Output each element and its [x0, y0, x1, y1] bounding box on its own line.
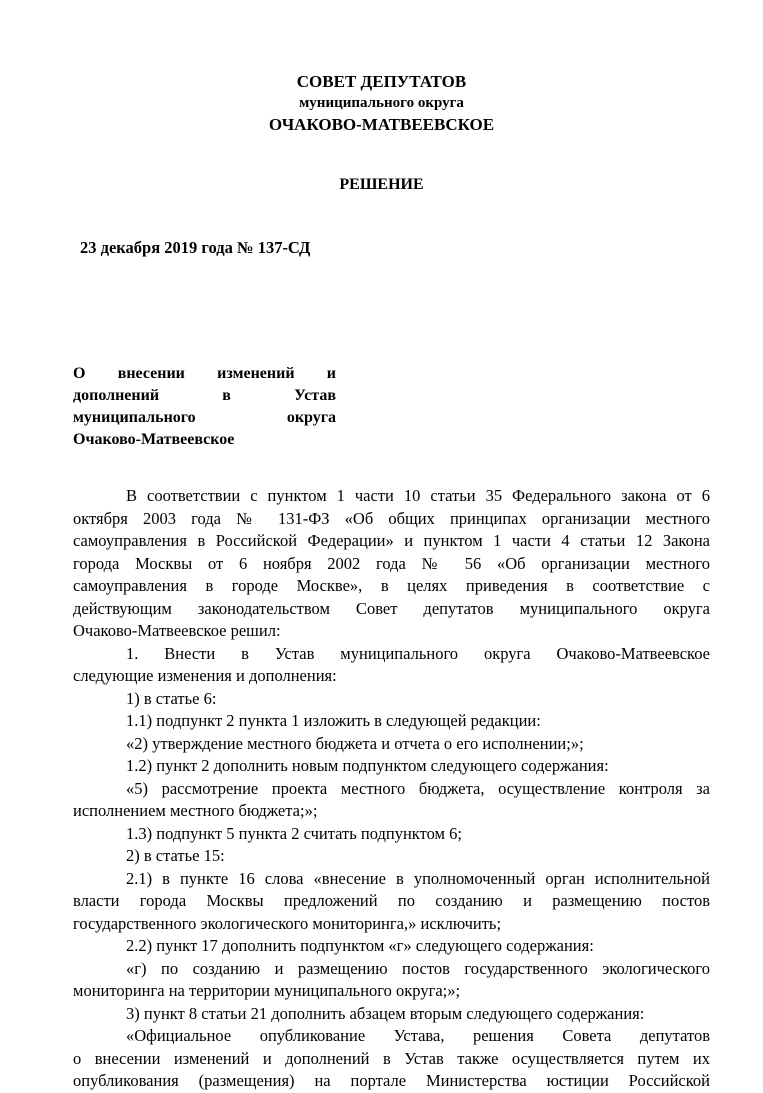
- body-line: 1.3) подпункт 5 пункта 2 считать подпунктом 6;: [126, 823, 462, 843]
- body-line: 2) в статье 15:: [126, 846, 225, 865]
- decision-subject: [73, 363, 336, 451]
- subject-word: муниципального: [73, 409, 196, 426]
- body-line: исполнением местного бюджета;»;: [73, 801, 318, 820]
- body-line: 1.2) пункт 2 дополнить новым подпунктом следующего содержания:: [126, 756, 609, 775]
- body-line: 1) в статье 6:: [126, 688, 217, 708]
- body-line: 1. Внести в Устав муниципального округа Очаково-Матвеевское: [126, 643, 710, 663]
- body-line: самоуправления в городе Москве», в целях приведения в соответствие с: [73, 576, 710, 595]
- subject-word: и: [326, 365, 336, 382]
- subject-word: в: [222, 387, 231, 404]
- subject-word: О: [73, 365, 86, 382]
- body-line: мониторинга на территории муниципального округа;»;: [73, 981, 461, 1000]
- body-line: 1.1) подпункт 2 пункта 1 изложить в следующей редакции:: [126, 711, 541, 730]
- body-line: власти города Москвы предложений по созданию и размещению постов: [73, 891, 710, 910]
- body-line: 2.2) пункт 17 дополнить подпунктом «г» следующего содержания:: [126, 936, 594, 955]
- subject-word: Очаково-Матвеевское: [73, 431, 235, 448]
- subject-line: [73, 407, 336, 429]
- council-title: СОВЕТ ДЕПУТАТОВ: [296, 72, 467, 91]
- subject-line: [73, 385, 336, 407]
- subject-word: изменений: [217, 365, 295, 382]
- subject-word: Устав: [294, 387, 336, 404]
- decision-body: [73, 485, 710, 1093]
- subject-word: дополнений: [73, 387, 160, 404]
- body-line: Очаково-Матвеевское решил:: [73, 621, 281, 640]
- body-line: следующие изменения и дополнения:: [73, 666, 337, 685]
- district-subtitle: муниципального округа: [299, 95, 464, 111]
- body-line: опубликования (размещения) на портале Министерства юстиции Российской: [73, 1071, 710, 1090]
- district-name: ОЧАКОВО-МАТВЕЕВСКОЕ: [268, 115, 495, 134]
- body-line: самоуправления в Российской Федерации» и пунктом 1 части 4 статьи 12 Закона: [73, 531, 710, 550]
- body-line: «Официальное опубликование Устава, решения Совета депутатов: [126, 1026, 710, 1045]
- body-line: 3) пункт 8 статьи 21 дополнить абзацем вторым следующего содержания:: [126, 1003, 645, 1023]
- body-line: В соответствии с пунктом 1 части 10 статьи 35 Федерального закона от 6: [126, 486, 710, 505]
- body-line: о внесении изменений и дополнений в Устав также осуществляется путем их: [73, 1048, 710, 1068]
- body-line: «г) по созданию и размещению постов государственного экологического: [126, 958, 710, 978]
- document-date-number: 23 декабря 2019 года № 137-СД: [80, 238, 311, 257]
- body-line: государственного экологического мониторинга,» исключить;: [73, 913, 502, 933]
- body-line: города Москвы от 6 ноября 2002 года № 56 «Об организации местного: [73, 553, 710, 573]
- subject-word: округа: [286, 409, 336, 426]
- document-type: РЕШЕНИЕ: [339, 176, 424, 193]
- subject-line: [73, 363, 336, 385]
- subject-line: [73, 429, 336, 451]
- body-line: «2) утверждение местного бюджета и отчета о его исполнении;»;: [126, 733, 584, 753]
- body-line: 2.1) в пункте 16 слова «внесение в уполномоченный орган исполнительной: [126, 868, 710, 888]
- body-line: действующим законодательством Совет депутатов муниципального округа: [73, 598, 710, 618]
- subject-word: внесении: [117, 365, 185, 382]
- body-line: «5) рассмотрение проекта местного бюджета, осуществление контроля за: [126, 778, 710, 798]
- body-line: октября 2003 года № 131-ФЗ «Об общих принципах организации местного: [73, 508, 710, 528]
